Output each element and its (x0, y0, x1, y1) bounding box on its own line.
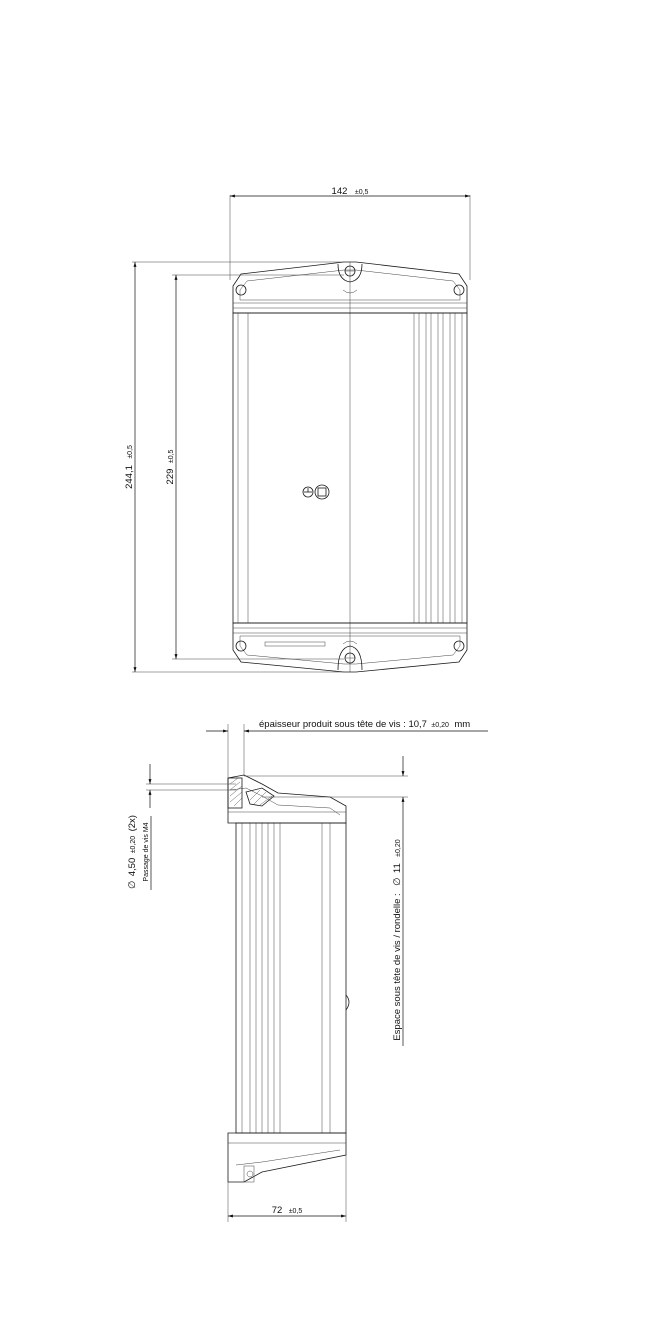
screw-diam-symbol: ∅ (127, 880, 138, 889)
thickness-unit: mm (454, 719, 471, 730)
svg-text:229 ±0,5 (160, 449, 177, 484)
dim-depth-tol: ±0,5 (288, 1208, 303, 1215)
dim-total-height (119, 262, 344, 672)
dim-hole-spacing-value: 229 (165, 468, 176, 485)
svg-text:72 ±0,5 (272, 1200, 303, 1217)
svg-text:épaisseur produit sous tête de (259, 714, 470, 731)
side-view (122, 714, 488, 1222)
side-top-cap (228, 775, 346, 823)
screw-passage-note: Passage de vis M4 (143, 822, 150, 882)
screw-diam-tol: ±0,20 (130, 835, 137, 854)
dim-total-height-value: 244,1 (124, 465, 135, 489)
svg-text:244,1 ±0,5 (119, 445, 136, 489)
thickness-note (206, 714, 488, 778)
screw-diam-value: 4,50 (127, 857, 138, 877)
screw-hole-note (122, 764, 236, 890)
side-bottom-cap (228, 1133, 346, 1182)
dim-total-height-tol: ±0,5 (127, 445, 134, 459)
dim-depth-value: 72 (271, 1205, 283, 1216)
clearance-tol: ±0,20 (395, 839, 402, 857)
dim-hole-spacing (160, 275, 344, 659)
clearance-value: 11 (392, 863, 403, 874)
dim-depth (228, 1155, 346, 1222)
clearance-label: Espace sous tête de vis / rondelle : (392, 893, 403, 1041)
screw-qty: (2x) (127, 815, 138, 832)
svg-text:Espace sous tête de vis / rond (387, 839, 404, 1040)
thickness-tol: ±0,20 (431, 722, 449, 729)
front-side-ribs (414, 313, 455, 623)
dim-hole-spacing-tol: ±0,5 (168, 449, 175, 464)
clearance-symbol: ∅ (392, 877, 403, 886)
front-view (119, 181, 470, 672)
ground-connector-icon (303, 485, 329, 499)
svg-text:142 ±0,5 (332, 181, 369, 198)
dim-width-value: 142 (331, 186, 348, 197)
dim-width-tol: ±0,5 (354, 189, 369, 196)
svg-text:∅ 4,50 ±0,20 (122, 815, 139, 889)
thickness-label: épaisseur produit sous tête de vis : 10,7 (259, 719, 427, 730)
